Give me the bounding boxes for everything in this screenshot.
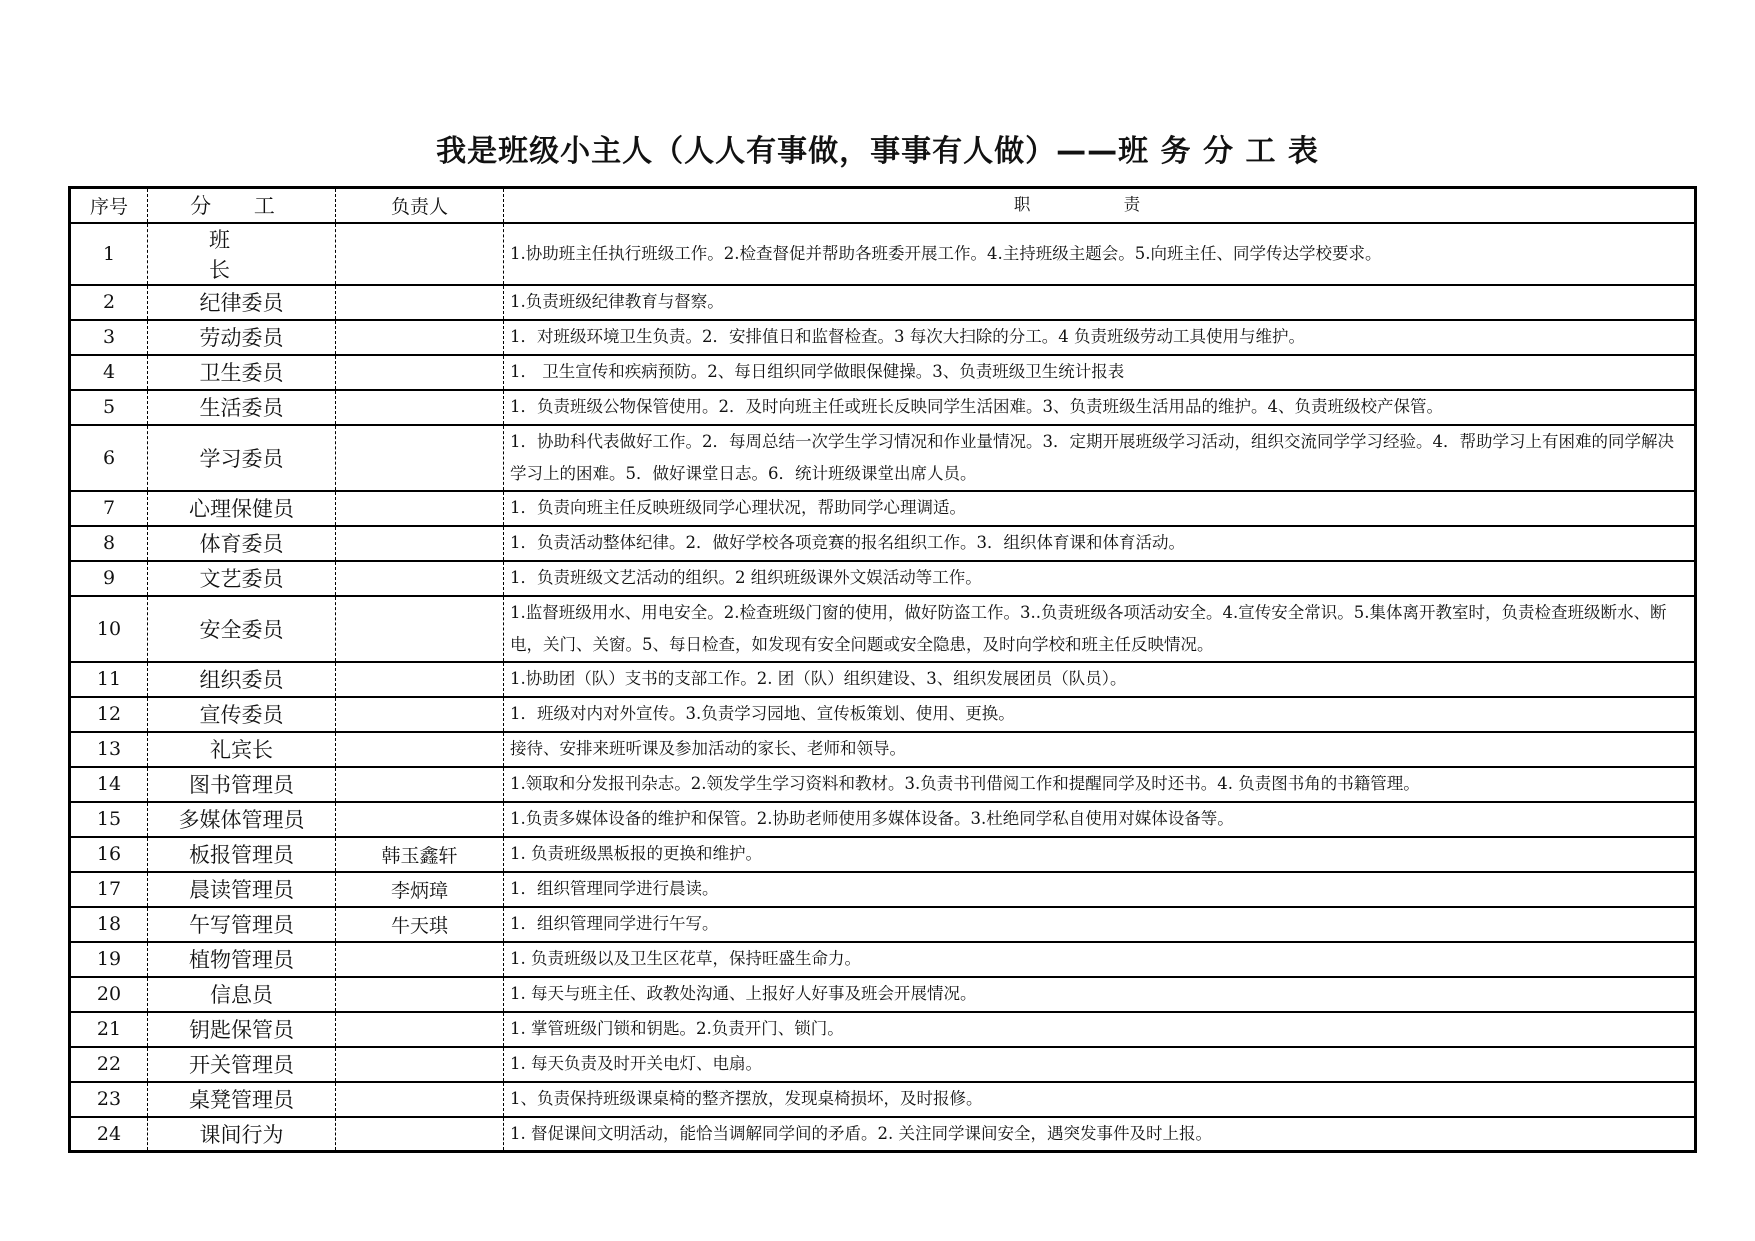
row-person (336, 732, 504, 767)
table-row (70, 697, 1696, 732)
row-number: 7 (70, 491, 148, 526)
row-role: 班 长 (148, 223, 336, 285)
row-role: 图书管理员 (148, 767, 336, 802)
row-role: 桌凳管理员 (148, 1082, 336, 1117)
table-row (70, 767, 1696, 802)
row-duty: 1. 每天与班主任、政教处沟通、上报好人好事及班会开展情况。 (504, 977, 1696, 1012)
row-number: 12 (70, 697, 148, 732)
row-duty: 1．负责向班主任反映班级同学心理状况，帮助同学心理调适。 (504, 491, 1696, 526)
table-row (70, 491, 1696, 526)
row-duty: 1. 每天负责及时开关电灯、电扇。 (504, 1047, 1696, 1082)
row-role: 卫生委员 (148, 355, 336, 390)
row-person (336, 662, 504, 697)
row-role: 文艺委员 (148, 561, 336, 596)
row-number: 6 (70, 425, 148, 491)
row-person (336, 1082, 504, 1117)
table-row (70, 1012, 1696, 1047)
row-duty: 1．负责班级文艺活动的组织。2 组织班级课外文娱活动等工作。 (504, 561, 1696, 596)
row-person (336, 1117, 504, 1152)
row-number: 18 (70, 907, 148, 942)
row-person (336, 977, 504, 1012)
page-title: 我是班级小主人（人人有事做，事事有人做）——班 务 分 工 表 (436, 134, 1319, 169)
row-number: 23 (70, 1082, 148, 1117)
row-person (336, 1047, 504, 1082)
row-role: 体育委员 (148, 526, 336, 561)
row-person (336, 802, 504, 837)
table-row (70, 942, 1696, 977)
row-person (336, 526, 504, 561)
row-duty: 1．组织管理同学进行午写。 (504, 907, 1696, 942)
row-person (336, 596, 504, 662)
row-person (336, 390, 504, 425)
row-duty: 1. 负责班级以及卫生区花草，保持旺盛生命力。 (504, 942, 1696, 977)
table-row (70, 320, 1696, 355)
row-duty: 1． 卫生宣传和疾病预防。2、每日组织同学做眼保健操。3、负责班级卫生统计报表 (504, 355, 1696, 390)
row-number: 11 (70, 662, 148, 697)
table-row (70, 285, 1696, 320)
row-number: 10 (70, 596, 148, 662)
row-person (336, 425, 504, 491)
row-role: 信息员 (148, 977, 336, 1012)
row-person: 韩玉鑫轩 (336, 837, 504, 872)
row-duty: 1．班级对内对外宣传。3.负责学习园地、宣传板策划、使用、更换。 (504, 697, 1696, 732)
row-duty: 1.领取和分发报刊杂志。2.领发学生学习资料和教材。3.负责书刊借阅工作和提醒同学及时还书。4. 负责图书角的书籍管理。 (504, 767, 1696, 802)
header-duty: 职 责 (504, 188, 1696, 223)
row-duty: 1．负责活动整体纪律。2．做好学校各项竞赛的报名组织工作。3．组织体育课和体育活动。 (504, 526, 1696, 561)
row-duty: 1、负责保持班级课桌椅的整齐摆放，发现桌椅损坏，及时报修。 (504, 1082, 1696, 1117)
table-row (70, 596, 1696, 662)
row-duty: 1．协助科代表做好工作。2．每周总结一次学生学习情况和作业量情况。3．定期开展班级学习活动，组织交流同学学习经验。4．帮助学习上有困难的同学解决学习上的困难。5．做好课堂日志。6．统计班级课堂出席人员。 (504, 425, 1696, 491)
row-duty: 1．组织管理同学进行晨读。 (504, 872, 1696, 907)
table-row (70, 1117, 1696, 1152)
header-row (70, 188, 1696, 223)
row-duty: 1. 负责班级黑板报的更换和维护。 (504, 837, 1696, 872)
row-duty: 1．负责班级公物保管使用。2．及时向班主任或班长反映同学生活困难。3、负责班级生活用品的维护。4、负责班级校产保管。 (504, 390, 1696, 425)
table-row (70, 872, 1696, 907)
row-number: 17 (70, 872, 148, 907)
row-number: 2 (70, 285, 148, 320)
table-row (70, 355, 1696, 390)
table-row (70, 526, 1696, 561)
row-duty: 1.协助团（队）支书的支部工作。2. 团（队）组织建设、3、组织发展团员（队员）。 (504, 662, 1696, 697)
row-duty: 1.监督班级用水、用电安全。2.检查班级门窗的使用，做好防盗工作。3..负责班级各项活动安全。4.宣传安全常识。5.集体离开教室时，负责检查班级断水、断电，关门、关窗。5、每日检查，如发现有安全问题或安全隐患，及时向学校和班主任反映情况。 (504, 596, 1696, 662)
row-number: 20 (70, 977, 148, 1012)
row-role: 钥匙保管员 (148, 1012, 336, 1047)
row-person (336, 767, 504, 802)
table-row (70, 425, 1696, 491)
row-person (336, 942, 504, 977)
row-number: 14 (70, 767, 148, 802)
row-role: 安全委员 (148, 596, 336, 662)
row-role: 学习委员 (148, 425, 336, 491)
row-person (336, 320, 504, 355)
row-role: 纪律委员 (148, 285, 336, 320)
row-person: 李炳璋 (336, 872, 504, 907)
row-number: 4 (70, 355, 148, 390)
table-row (70, 390, 1696, 425)
row-duty: 1. 督促课间文明活动，能恰当调解同学间的矛盾。2. 关注同学课间安全，遇突发事件及时上报。 (504, 1117, 1696, 1152)
row-duty: 1.负责多媒体设备的维护和保管。2.协助老师使用多媒体设备。3.杜绝同学私自使用对媒体设备等。 (504, 802, 1696, 837)
row-duty: 1．对班级环境卫生负责。2．安排值日和监督检查。3 每次大扫除的分工。4 负责班级劳动工具使用与维护。 (504, 320, 1696, 355)
table-row (70, 837, 1696, 872)
header-num: 序号 (70, 188, 148, 223)
row-number: 16 (70, 837, 148, 872)
row-person (336, 355, 504, 390)
row-number: 15 (70, 802, 148, 837)
table-row (70, 732, 1696, 767)
table-row (70, 561, 1696, 596)
table-row (70, 977, 1696, 1012)
row-number: 22 (70, 1047, 148, 1082)
row-duty: 1. 掌管班级门锁和钥匙。2.负责开门、锁门。 (504, 1012, 1696, 1047)
row-duty: 接待、安排来班听课及参加活动的家长、老师和领导。 (504, 732, 1696, 767)
row-number: 5 (70, 390, 148, 425)
duty-table (68, 186, 1697, 1153)
row-person (336, 697, 504, 732)
table-row (70, 1082, 1696, 1117)
row-person (336, 1012, 504, 1047)
row-number: 24 (70, 1117, 148, 1152)
header-role: 分 工 (148, 188, 336, 223)
table-row (70, 802, 1696, 837)
row-number: 13 (70, 732, 148, 767)
row-role: 晨读管理员 (148, 872, 336, 907)
row-number: 1 (70, 223, 148, 285)
row-duty: 1.协助班主任执行班级工作。2.检查督促并帮助各班委开展工作。4.主持班级主题会。5.向班主任、同学传达学校要求。 (504, 223, 1696, 285)
table-row (70, 907, 1696, 942)
row-role: 劳动委员 (148, 320, 336, 355)
row-role: 板报管理员 (148, 837, 336, 872)
row-role: 生活委员 (148, 390, 336, 425)
row-person (336, 561, 504, 596)
row-duty: 1.负责班级纪律教育与督察。 (504, 285, 1696, 320)
row-role: 组织委员 (148, 662, 336, 697)
row-number: 21 (70, 1012, 148, 1047)
table-row (70, 662, 1696, 697)
row-role: 礼宾长 (148, 732, 336, 767)
table-row (70, 223, 1696, 285)
row-role: 心理保健员 (148, 491, 336, 526)
row-number: 3 (70, 320, 148, 355)
row-role: 多媒体管理员 (148, 802, 336, 837)
header-person: 负责人 (336, 188, 504, 223)
row-person: 牛天琪 (336, 907, 504, 942)
row-number: 8 (70, 526, 148, 561)
row-role: 开关管理员 (148, 1047, 336, 1082)
row-role: 午写管理员 (148, 907, 336, 942)
row-role: 宣传委员 (148, 697, 336, 732)
row-number: 19 (70, 942, 148, 977)
row-number: 9 (70, 561, 148, 596)
row-role: 课间行为 (148, 1117, 336, 1152)
table-row (70, 1047, 1696, 1082)
row-person (336, 285, 504, 320)
row-role: 植物管理员 (148, 942, 336, 977)
row-person (336, 223, 504, 285)
row-person (336, 491, 504, 526)
